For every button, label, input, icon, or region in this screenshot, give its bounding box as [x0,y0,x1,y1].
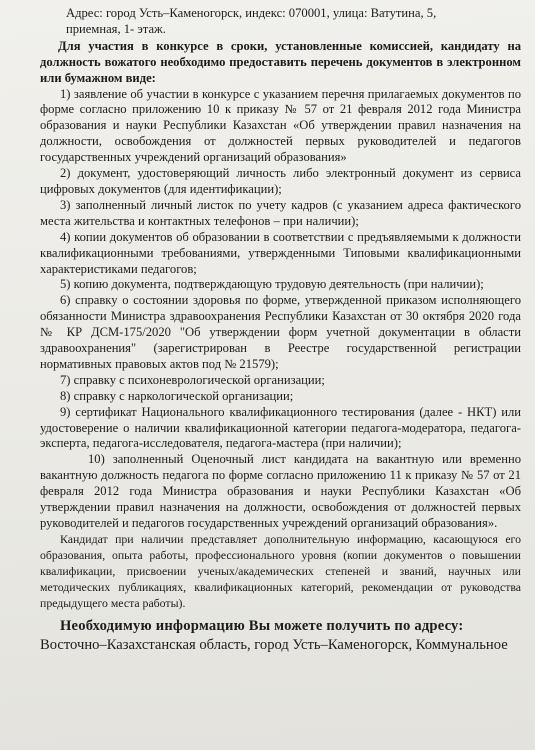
list-item-10: 10) заполненный Оценочный лист кандидата на вакантную или временно вакантную должность педагога по форме согласно приложению 11 к приказу № 57 от 21 февраля 2012 года Министра образования и науки Республики Казахстан «Об утверждении правил назначения на должности, освобождения от должностей первых руководителей и педагогов государственных учреждений организаций образования». [40,452,521,530]
contact-block [40,617,521,654]
requirements-heading: Для участия в конкурсе в сроки, установленные комиссией, кандидату на должность вожатого необходимо предоставить перечень документов в электронном или бумажном виде: [40,38,521,85]
contact-address: Восточно–Казахстанская область, город Усть–Каменогорск, Коммунальное [40,636,508,653]
list-item-9: 9) сертификат Национального квалификационного тестирования (далее - НКТ) или удостоверение о наличии квалификационной категории педагога-модератора, педагога-эксперта, педагога-исследователя, педагога-мастера (при наличии); [40,404,521,451]
list-item-1: 1) заявление об участии в конкурсе с указанием перечня прилагаемых документов по форме согласно приложению 10 к приказу № 57 от 21 февраля 2012 года Министра образования и науки Республики Казахстан «Об утверждении правил назначения на должности, освобождения от должностей первых руководителей и педагогов государственных учреждений организаций образования» [40,86,521,165]
list-item-4: 4) копии документов об образовании в соответствии с предъявляемыми к должности квалификационными требованиями, утвержденными Типовыми квалификационными характеристиками педагогов; [40,229,521,276]
contact-heading: Необходимую информацию Вы можете получить по адресу: [60,618,464,635]
list-item-7: 7) справку с психоневрологической организации; [60,372,325,387]
list-item-5: 5) копию документа, подтверждающую трудовую деятельность (при наличии); [60,277,484,292]
list-item-2: 2) документ, удостоверяющий личность либо электронный документ из сервиса цифровых документов (для идентификации); [40,166,521,196]
list-item-6: 6) справку о состоянии здоровья по форме, утвержденной приказом исполняющего обязанности Министра здравоохранения Республики Казахстан от 30 октября 2020 года № КР ДСМ-175/2020 "Об утверждении форм учетной документации в области здравоохранения" (зарегистрирован в Реестре государственной регистрации нормативных правовых актов под № 21579); [40,293,521,371]
list-item-3: 3) заполненный личный листок по учету кадров (с указанием адреса фактического места жительства и контактных телефонов – при наличии); [40,197,521,228]
list-item-8: 8) справку с наркологической организации; [60,388,294,403]
additional-info-paragraph: Кандидат при наличии представляет дополнительную информацию, касающуюся его образования, опыта работы, профессионального уровня (копии документов о повышении квалификации, присвоении ученых/академических степеней и званий, научных или методических публикациях, квалификационных категорий, рекомендации от руководства предыдущего места работы). [40,531,521,610]
address-line: Адрес: город Усть–Каменогорск, индекс: 070001, улица: Ватутина, 5, [66,6,437,20]
address-line-floor: приемная, 1- этаж. [66,21,166,36]
